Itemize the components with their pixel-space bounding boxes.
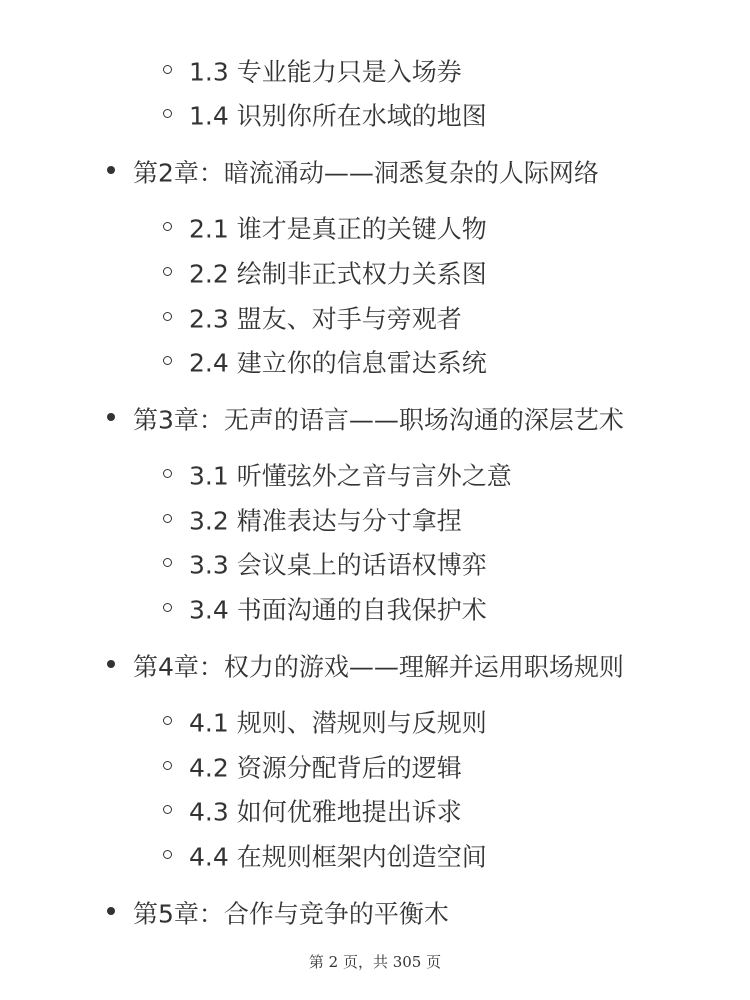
- hollow-circle-bullet-icon: [163, 109, 172, 118]
- filled-dot-bullet-icon: [107, 166, 115, 174]
- toc-section-label: 2.1 谁才是真正的关键人物: [189, 214, 487, 244]
- toc-section-label: 4.2 资源分配背后的逻辑: [189, 753, 462, 783]
- toc-section-item: [163, 551, 487, 578]
- hollow-circle-bullet-icon: [163, 65, 172, 74]
- toc-chapter-label: 第3章：无声的语言——职场沟通的深层艺术: [133, 405, 624, 435]
- toc-section-item: [163, 596, 487, 623]
- toc-section-item: [163, 709, 487, 736]
- toc-section-label: 3.1 听懂弦外之音与言外之意: [189, 461, 512, 491]
- page-number-footer: 第 2 页，共 305 页: [308, 953, 442, 971]
- toc-chapter-item: [107, 159, 599, 186]
- toc-section-item: [163, 260, 487, 287]
- toc-section-label: 4.4 在规则框架内创造空间: [189, 842, 487, 872]
- filled-dot-bullet-icon: [107, 907, 115, 915]
- toc-section-label: 3.3 会议桌上的话语权博弈: [189, 550, 487, 580]
- filled-dot-bullet-icon: [107, 660, 115, 668]
- toc-chapter-label: 第5章：合作与竞争的平衡木: [133, 899, 449, 929]
- toc-section-label: 2.4 建立你的信息雷达系统: [189, 348, 487, 378]
- hollow-circle-bullet-icon: [163, 850, 172, 859]
- toc-section-item: [163, 215, 487, 242]
- toc-section-item: [163, 58, 462, 85]
- toc-chapter-label: 第4章：权力的游戏——理解并运用职场规则: [133, 652, 624, 682]
- toc-chapter-item: [107, 900, 449, 927]
- toc-section-item: [163, 349, 487, 376]
- hollow-circle-bullet-icon: [163, 603, 172, 612]
- hollow-circle-bullet-icon: [163, 716, 172, 725]
- toc-section-item: [163, 507, 462, 534]
- toc-section-label: 2.3 盟友、对手与旁观者: [189, 304, 462, 334]
- toc-section-item: [163, 305, 462, 332]
- toc-section-label: 1.3 专业能力只是入场券: [189, 57, 462, 87]
- hollow-circle-bullet-icon: [163, 469, 172, 478]
- toc-section-label: 1.4 识别你所在水域的地图: [189, 101, 487, 131]
- hollow-circle-bullet-icon: [163, 356, 172, 365]
- hollow-circle-bullet-icon: [163, 514, 172, 523]
- hollow-circle-bullet-icon: [163, 222, 172, 231]
- filled-dot-bullet-icon: [107, 413, 115, 421]
- toc-section-item: [163, 754, 462, 781]
- hollow-circle-bullet-icon: [163, 558, 172, 567]
- toc-chapter-label: 第2章：暗流涌动——洞悉复杂的人际网络: [133, 158, 599, 188]
- toc-section-label: 4.1 规则、潜规则与反规则: [189, 708, 487, 738]
- hollow-circle-bullet-icon: [163, 312, 172, 321]
- hollow-circle-bullet-icon: [163, 267, 172, 276]
- hollow-circle-bullet-icon: [163, 805, 172, 814]
- toc-section-label: 2.2 绘制非正式权力关系图: [189, 259, 487, 289]
- toc-section-item: [163, 462, 512, 489]
- toc-chapter-item: [107, 406, 624, 433]
- toc-section-label: 4.3 如何优雅地提出诉求: [189, 797, 462, 827]
- toc-chapter-item: [107, 653, 624, 680]
- toc-section-item: [163, 102, 487, 129]
- hollow-circle-bullet-icon: [163, 761, 172, 770]
- toc-section-item: [163, 843, 487, 870]
- toc-section-label: 3.2 精准表达与分寸拿捏: [189, 506, 462, 536]
- toc-section-item: [163, 798, 462, 825]
- toc-section-label: 3.4 书面沟通的自我保护术: [189, 595, 487, 625]
